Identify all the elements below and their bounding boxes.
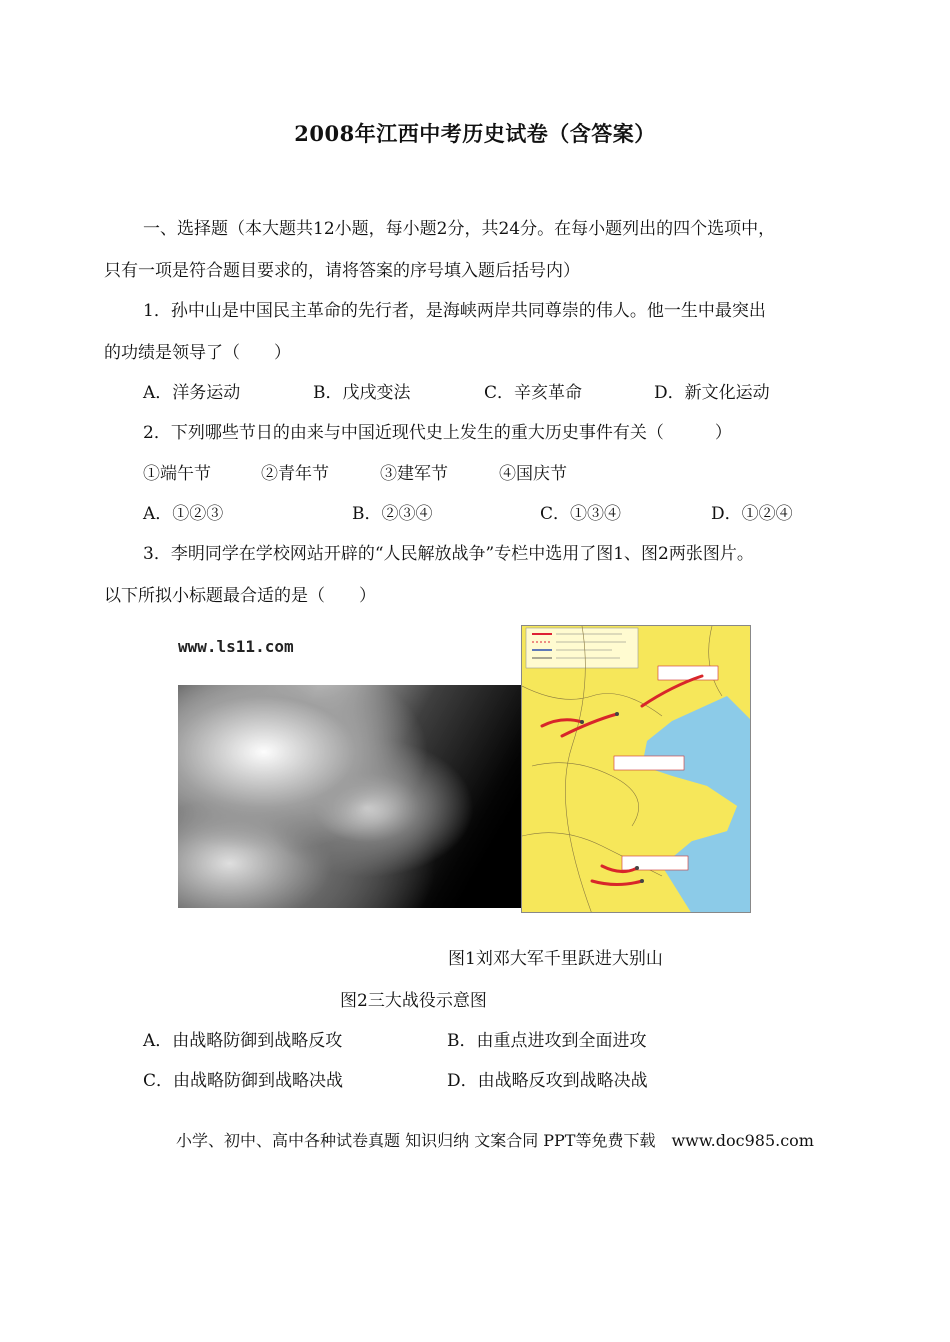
huaihai-label-box [622, 856, 688, 870]
three-campaigns-map [521, 625, 751, 913]
page-title: 2008年江西中考历史试卷（含答案） [294, 121, 656, 146]
question-2-option-c: C．①③④ [540, 504, 622, 524]
campaign-map-drawing [522, 626, 751, 913]
question-2-option-b: B．②③④ [352, 504, 433, 524]
question-2-item-3: ③建军节 [380, 464, 448, 484]
figure-watermark: www.ls11.com [178, 637, 294, 656]
question-1-option-d: D．新文化运动 [654, 383, 770, 403]
question-2-option-a: A．①②③ [143, 504, 224, 524]
question-3-option-a: A．由战略防御到战略反攻 [143, 1031, 343, 1051]
dabie-mountains-photo [178, 685, 521, 908]
figure-2-caption: 图2三大战役示意图 [340, 991, 487, 1011]
attack-arrow-5 [592, 881, 642, 885]
question-3-line1: 3．李明同学在学校网站开辟的“人民解放战争”专栏中选用了图1、图2两张图片。 [143, 544, 754, 564]
attack-arrow-2 [562, 714, 617, 736]
question-2-item-1: ①端午节 [143, 464, 211, 484]
figure-1-caption: 图1刘邓大军千里跃进大别山 [448, 949, 663, 969]
question-2-item-2: ②青年节 [261, 464, 329, 484]
footer-promo: 小学、初中、高中各种试卷真题 知识归纳 文案合同 PPT等免费下载 www.doc985.com [176, 1131, 814, 1150]
section-instructions-line2: 只有一项是符合题目要求的，请将答案的序号填入题后括号内） [104, 261, 580, 281]
question-3-option-b: B．由重点进攻到全面进攻 [447, 1031, 647, 1051]
question-1-option-a: A．洋务运动 [143, 383, 241, 403]
question-3-line2: 以下所拟小标题最合适的是（ ） [104, 586, 376, 606]
attack-arrow-1 [542, 720, 582, 726]
question-1-line1: 1．孙中山是中国民主革命的先行者，是海峡两岸共同尊崇的伟人。他一生中最突出 [143, 301, 766, 321]
question-2-line1: 2．下列哪些节日的由来与中国近现代史上发生的重大历史事件有关（ ） [143, 423, 732, 443]
question-1-line2: 的功绩是领导了（ ） [104, 343, 291, 363]
question-3-option-c: C．由战略防御到战略决战 [143, 1071, 344, 1091]
question-1-option-c: C．辛亥革命 [484, 383, 583, 403]
question-3-option-d: D．由战略反攻到战略决战 [447, 1071, 648, 1091]
question-1-option-b: B．戊戌变法 [313, 383, 411, 403]
pingjin-label-box [614, 756, 684, 770]
section-instructions-line1: 一、选择题（本大题共12小题，每小题2分，共24分。在每小题列出的四个选项中， [143, 219, 776, 239]
question-3-figures [176, 625, 752, 913]
question-2-option-d: D．①②④ [711, 504, 793, 524]
attack-arrow-3 [642, 676, 702, 706]
liaoshen-label-box [658, 666, 718, 680]
question-2-item-4: ④国庆节 [499, 464, 567, 484]
